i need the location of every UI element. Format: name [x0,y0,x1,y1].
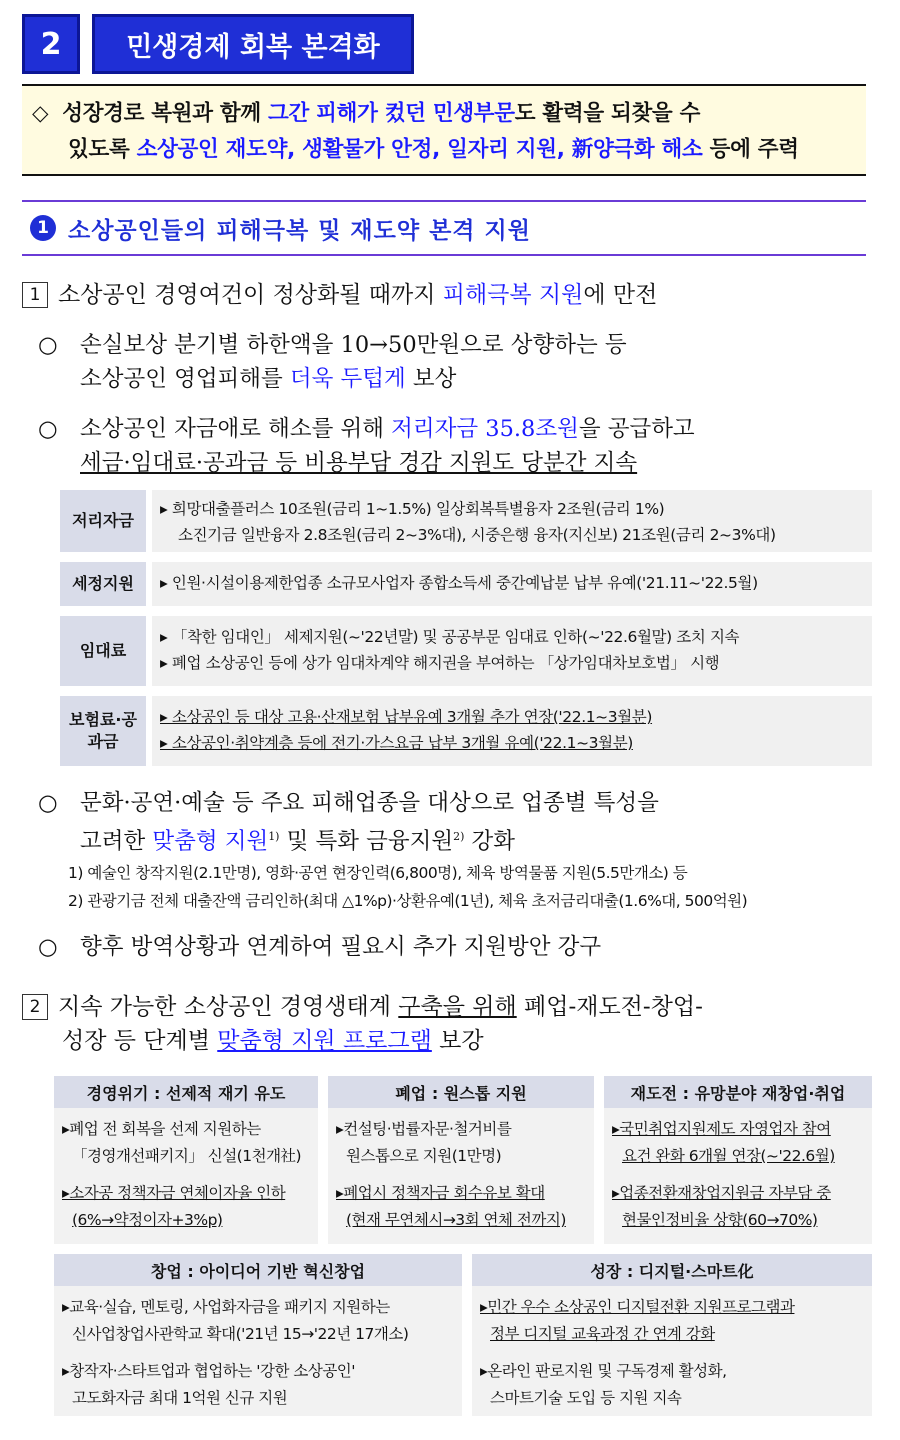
stage-box: 성장 : 디지털·스마트化 ▸민간 우수 소상공인 디지털전환 지원프로그램과 정부 디지털 교육과정 간 연계 강화 ▸온라인 판로지원 및 구독경제 활성화, 스마트기술 도입 등 지원 지속 [472,1254,872,1416]
table-row [60,490,872,552]
summary-text: 등에 주력 [702,137,799,162]
item-number-box: 2 [22,994,48,1020]
table-row [60,616,872,686]
bullet-line: 향후 방역상황과 연계하여 필요시 추가 지원방안 강구 [80,934,602,960]
stage-title: 폐업 : 원스톱 지원 [328,1076,594,1108]
stage-title: 창업 : 아이디어 기반 혁신창업 [54,1254,462,1286]
summary-text: 성장경로 복원과 함께 [62,101,269,126]
circled-number-icon: 1 [30,215,56,241]
stage-box: 재도전 : 유망분야 재창업·취업 ▸국민취업지원제도 자영업자 참여 요건 완화 6개월 연장(~'22.6월) ▸업종전환재창업지원금 자부담 중 현물인정비율 상향(60→70%) [604,1076,872,1244]
stage-box: 경영위기 : 선제적 재기 유도 ▸폐업 전 회복을 선제 지원하는 「경영개선패키지」 신설(1천개社) ▸소자공 정책자금 연체이자율 인하 (6%→약정이자+3%p) [54,1076,318,1244]
item-number-box: 1 [22,282,48,308]
row-line: ▸ 「착한 임대인」 세제지원(~'22년말) 및 공공부문 임대료 인하(~'22.6월말) 조치 지속 [160,628,740,646]
summary-line-2 [32,132,856,168]
bullet-line: 소상공인 영업피해를 더욱 두텁게 보상 [80,366,457,392]
row-label: 보험료·공과금 [60,696,146,766]
row-value [152,490,872,552]
bullet-line: 소상공인 자금애로 해소를 위해 저리자금 35.8조원을 공급하고 [80,416,695,442]
circle-bullet-icon: ○ [38,416,58,442]
item-1 [22,278,657,312]
row-line: ▸ 희망대출플러스 10조원(금리 1~1.5%) 일상회복특별융자 2조원(금리 1%) [160,500,665,518]
subheading [22,200,866,256]
summary-text: 도 활력을 되찾을 수 [514,101,701,126]
row-line: ▸ 소상공인·취약계층 등에 전기·가스요금 납부 3개월 유예('22.1~3월분) [160,734,633,752]
diamond-marker: ◇ [32,101,49,126]
summary-box [22,84,866,176]
circle-bullet-icon: ○ [38,934,58,960]
item-text: 소상공인 경영여건이 정상화될 때까지 [58,282,443,308]
bullet-4 [38,930,878,964]
summary-highlight: 그간 피해가 컸던 민생부문 [268,101,515,126]
stage-title: 성장 : 디지털·스마트化 [472,1254,872,1286]
item-text: 에 만전 [583,282,658,308]
row-value [152,562,872,606]
row-line: ▸ 소상공인 등 대상 고용·산재보험 납부유예 3개월 추가 연장('22.1~3월분) [160,708,653,726]
summary-highlight: 소상공인 재도약, 생활물가 안정, 일자리 지원, 新양극화 해소 [136,137,703,162]
footnote: 1) 예술인 창작지원(2.1만명), 영화·공연 현장인력(6,800명), 체육 방역물품 지원(5.5만개소) 등 [68,864,688,882]
bullet-line: 고려한 맞춤형 지원$^{1)}$ 및 특화 금융지원$^{2)}$ 강화 [80,828,516,855]
bullet-line: 문화·공연·예술 등 주요 피해업종을 대상으로 업종별 특성을 [80,790,659,816]
summary-line-1 [32,96,856,132]
stage-box: 창업 : 아이디어 기반 혁신창업 ▸교육·실습, 멘토링, 사업화자금을 패키지 지원하는 신사업창업사관학교 확대('21년 15→'22년 17개소) ▸창작자·스타트업과 협업하는 '강한 소상공인' 고도화자금 최대 1억원 신규 지원 [54,1254,462,1416]
stage-title: 재도전 : 유망분야 재창업·취업 [604,1076,872,1108]
bullet-line: 손실보상 분기별 하한액을 10→50만원으로 상향하는 등 [80,332,627,358]
circle-bullet-icon: ○ [38,790,58,816]
row-label: 임대료 [60,616,146,686]
stage-title: 경영위기 : 선제적 재기 유도 [54,1076,318,1108]
row-value [152,616,872,686]
row-value [152,696,872,766]
section-header [22,14,414,74]
item-2: 2 지속 가능한 소상공인 경영생태계 구축을 위해 폐업-재도전-창업- 성장 등 단계별 맞춤형 지원 프로그램 보강 [22,990,703,1058]
bullet-3 [38,786,878,859]
footnote: 2) 관광기금 전체 대출잔액 금리인하(최대 △1%p)·상환유예(1년), 체육 초저금리대출(1.6%대, 500억원) [68,892,748,910]
subheading-text: 소상공인들의 피해극복 및 재도약 본격 지원 [68,217,531,244]
table-row [60,696,872,766]
row-label: 저리자금 [60,490,146,552]
summary-text: 있도록 [68,137,137,162]
bullet-line: 세금·임대료·공과금 등 비용부담 경감 지원도 당분간 지속 [80,450,638,476]
stage-box: 폐업 : 원스톱 지원 ▸컨설팅·법률자문·철거비를 원스톱으로 지원(1만명) ▸폐업시 정책자금 회수유보 확대 (현재 무연체시→3회 연체 전까지) [328,1076,594,1244]
circle-bullet-icon: ○ [38,332,58,358]
row-line: ▸ 인원·시설이용제한업종 소규모사업자 종합소득세 중간예납분 납부 유예('21.11~'22.5월) [160,574,758,592]
row-line: 소진기금 일반융자 2.8조원(금리 2~3%대), 시중은행 융자(지신보) 21조원(금리 2~3%대) [178,526,776,544]
section-number: 2 [22,14,80,74]
bullet-2 [38,412,878,480]
bullet-1 [38,328,878,396]
row-line: ▸ 폐업 소상공인 등에 상가 임대차계약 해지권을 부여하는 「상가임대차보호법」 시행 [160,654,720,672]
row-label: 세정지원 [60,562,146,606]
table-row [60,562,872,606]
section-title: 민생경제 회복 본격화 [92,14,414,74]
item-highlight: 피해극복 지원 [442,282,584,308]
